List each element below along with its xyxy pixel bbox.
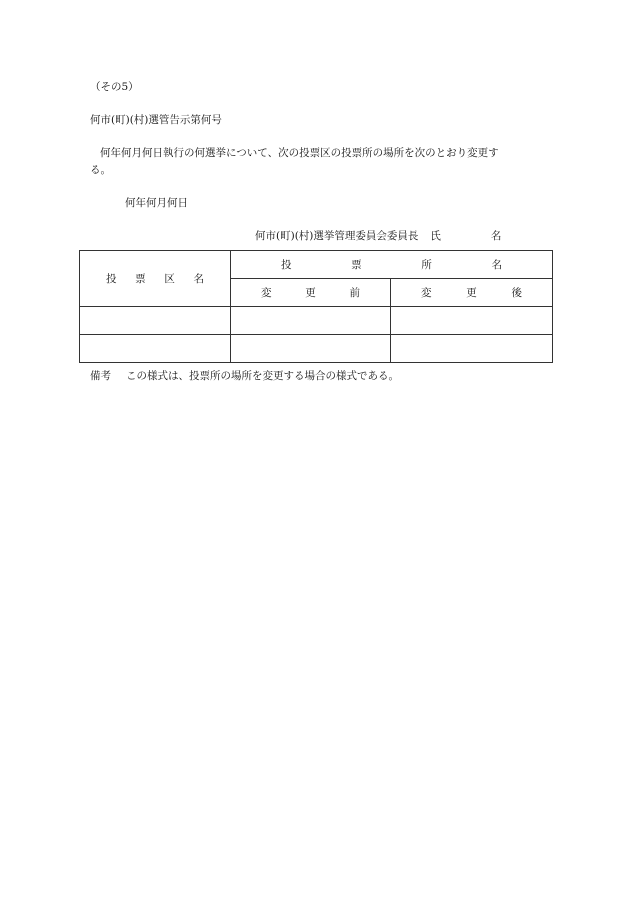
before-cell[interactable]: [231, 335, 391, 363]
after-cell[interactable]: [391, 307, 553, 335]
signature-title: 何市(町)(村)選挙管理委員会委員長: [255, 230, 419, 242]
district-cell[interactable]: [80, 335, 231, 363]
remarks-label: 備考: [90, 370, 111, 382]
signature-surname-label: 氏: [430, 230, 441, 242]
after-change-header: 変 更 後: [391, 279, 553, 307]
signature-name-label: 名: [490, 230, 502, 242]
polling-station-name-header: 投 票 所 名: [231, 251, 553, 279]
remarks-text: この様式は、投票所の場所を変更する場合の様式である。: [126, 370, 399, 382]
body-text-line-1: 何年何月何日執行の何選挙について、次の投票区の投票所の場所を次のとおり変更す: [100, 147, 499, 159]
district-cell[interactable]: [80, 307, 231, 335]
polling-station-table: [79, 250, 553, 363]
remarks: [90, 369, 399, 383]
district-name-header: 投 票 区 名: [80, 251, 231, 307]
body-text-line-2: る。: [90, 164, 111, 176]
before-change-header: 変 更 前: [231, 279, 391, 307]
notice-date: 何年何月何日: [125, 197, 188, 209]
signature-line: [255, 229, 501, 243]
table-row: [80, 307, 553, 335]
before-cell[interactable]: [231, 307, 391, 335]
form-label: （その5）: [90, 81, 139, 93]
notice-number: 何市(町)(村)選管告示第何号: [90, 114, 222, 126]
table-row: [80, 335, 553, 363]
after-cell[interactable]: [391, 335, 553, 363]
